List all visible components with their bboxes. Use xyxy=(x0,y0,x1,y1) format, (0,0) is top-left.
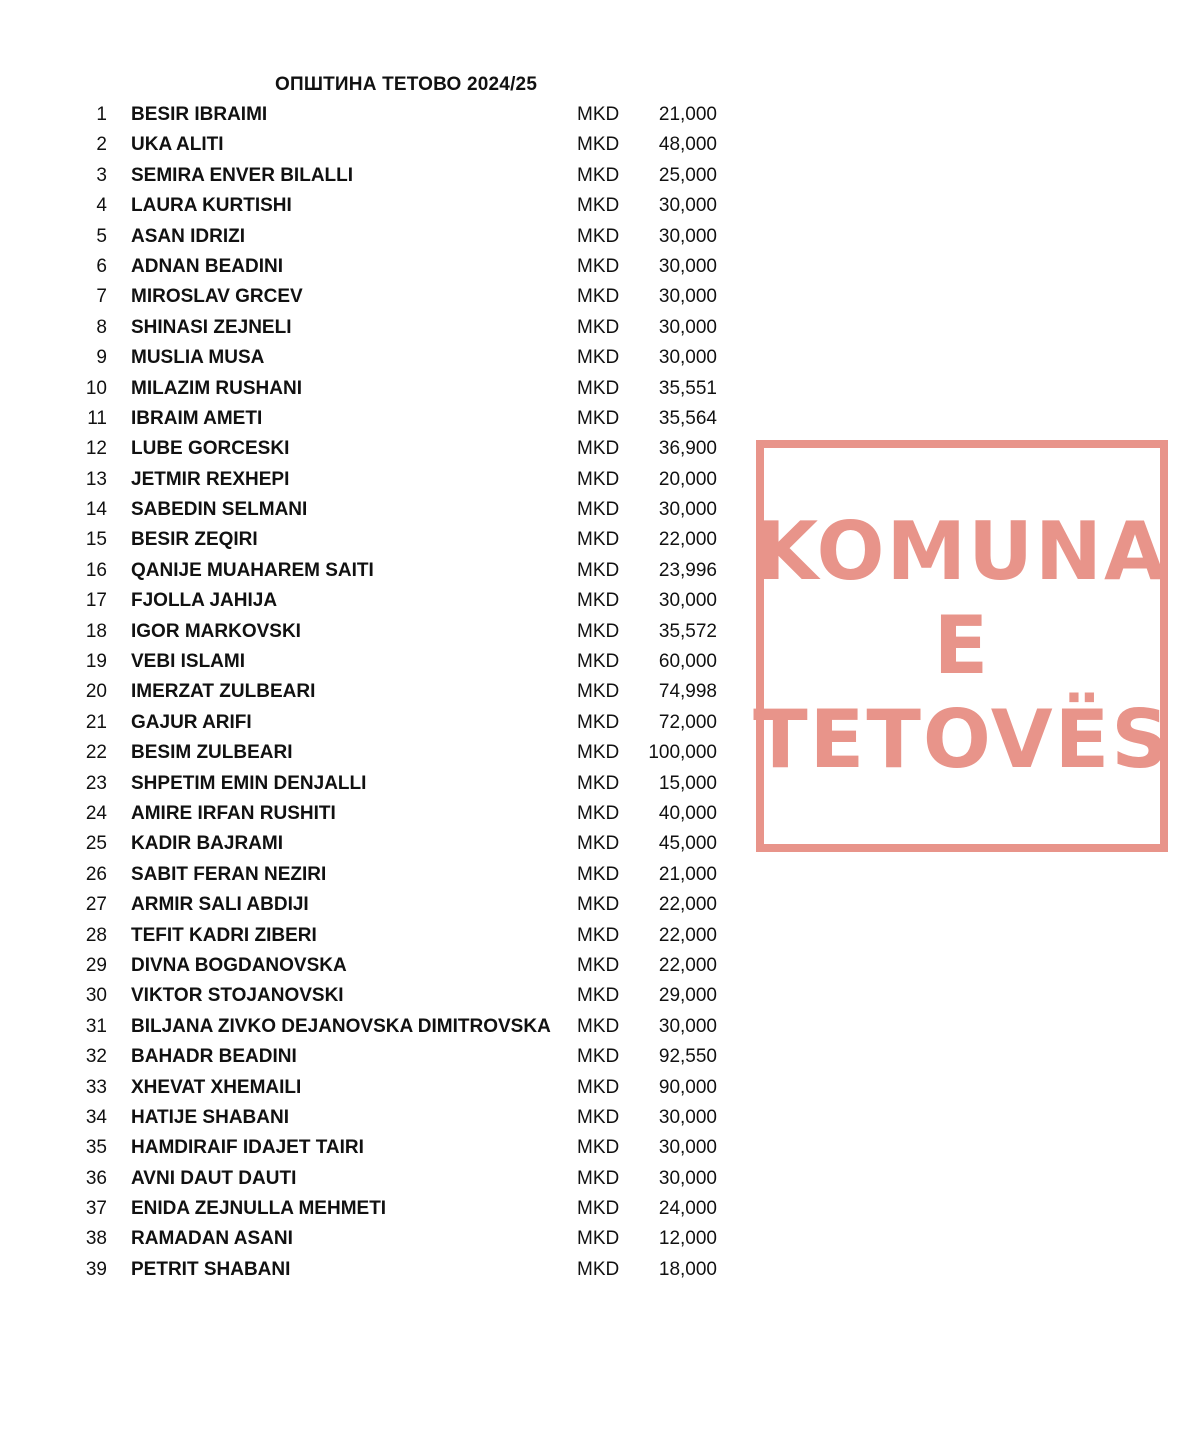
table-row xyxy=(0,1073,760,1103)
row-amount: 30,000 xyxy=(658,225,717,247)
row-amount: 30,000 xyxy=(658,1137,717,1159)
row-name: UKA ALITI xyxy=(131,134,224,156)
row-name: SEMIRA ENVER BILALLI xyxy=(131,164,354,186)
row-number: 30 xyxy=(85,985,107,1007)
row-number: 37 xyxy=(85,1198,107,1220)
table-row xyxy=(0,1133,760,1163)
row-currency: MKD xyxy=(577,1015,620,1037)
row-name: ARMIR SALI ABDIJI xyxy=(131,894,309,916)
row-name: SABIT FERAN NEZIRI xyxy=(131,863,327,885)
row-amount: 60,000 xyxy=(658,651,717,673)
row-number: 9 xyxy=(96,347,107,369)
table-row xyxy=(0,130,760,160)
table-row xyxy=(0,738,760,768)
table-row xyxy=(0,161,760,191)
row-currency: MKD xyxy=(577,894,620,916)
table-row xyxy=(0,282,760,312)
row-amount: 25,000 xyxy=(658,164,717,186)
row-amount: 30,000 xyxy=(658,1106,717,1128)
row-name: VIKTOR STOJANOVSKI xyxy=(131,985,344,1007)
row-currency: MKD xyxy=(577,225,620,247)
row-number: 5 xyxy=(96,225,107,247)
row-number: 7 xyxy=(96,286,107,308)
row-name: HAMDIRAIF IDAJET TAIRI xyxy=(131,1137,364,1159)
row-amount: 35,564 xyxy=(658,407,717,429)
table-row xyxy=(0,313,760,343)
row-number: 16 xyxy=(85,559,107,581)
row-currency: MKD xyxy=(577,742,620,764)
row-amount: 18,000 xyxy=(658,1258,717,1280)
records-table xyxy=(0,100,760,1285)
row-amount: 12,000 xyxy=(658,1228,717,1250)
row-number: 28 xyxy=(85,924,107,946)
row-number: 29 xyxy=(85,954,107,976)
row-number: 32 xyxy=(85,1046,107,1068)
row-currency: MKD xyxy=(577,255,620,277)
row-amount: 15,000 xyxy=(658,772,717,794)
row-name: BAHADR BEADINI xyxy=(131,1046,297,1068)
row-name: QANIJE MUAHAREM SAITI xyxy=(131,559,374,581)
row-number: 4 xyxy=(96,195,107,217)
table-row xyxy=(0,525,760,555)
row-name: MUSLIA MUSA xyxy=(131,347,265,369)
row-amount: 35,572 xyxy=(658,620,717,642)
row-amount: 21,000 xyxy=(658,104,717,125)
row-currency: MKD xyxy=(577,924,620,946)
row-currency: MKD xyxy=(577,164,620,186)
row-name: TEFIT KADRI ZIBERI xyxy=(131,924,317,946)
row-currency: MKD xyxy=(577,1106,620,1128)
table-row xyxy=(0,1164,760,1194)
table-row xyxy=(0,829,760,859)
row-number: 19 xyxy=(85,651,107,673)
table-row xyxy=(0,1042,760,1072)
row-currency: MKD xyxy=(577,104,620,125)
row-name: LAURA KURTISHI xyxy=(131,195,292,217)
row-number: 36 xyxy=(85,1167,107,1189)
municipality-stamp xyxy=(753,440,1171,852)
table-row xyxy=(0,404,760,434)
row-name: XHEVAT XHEMAILI xyxy=(131,1076,302,1098)
row-number: 10 xyxy=(85,377,107,399)
row-name: MILAZIM RUSHANI xyxy=(131,377,302,399)
table-row xyxy=(0,799,760,829)
table-row xyxy=(0,951,760,981)
row-name: FJOLLA JAHIJA xyxy=(131,590,278,612)
row-currency: MKD xyxy=(577,1167,620,1189)
row-name: LUBE GORCESKI xyxy=(131,438,290,460)
row-currency: MKD xyxy=(577,711,620,733)
row-amount: 72,000 xyxy=(658,711,717,733)
row-amount: 36,900 xyxy=(658,438,717,460)
row-number: 1 xyxy=(96,104,107,125)
row-amount: 90,000 xyxy=(658,1076,717,1098)
row-number: 22 xyxy=(85,742,107,764)
table-row xyxy=(0,495,760,525)
table-row xyxy=(0,860,760,890)
row-currency: MKD xyxy=(577,316,620,338)
row-amount: 35,551 xyxy=(658,377,717,399)
row-name: IBRAIM AMETI xyxy=(131,407,263,429)
table-row xyxy=(0,617,760,647)
row-amount: 30,000 xyxy=(658,499,717,521)
table-row xyxy=(0,647,760,677)
row-currency: MKD xyxy=(577,377,620,399)
row-number: 3 xyxy=(96,164,107,186)
row-number: 17 xyxy=(85,590,107,612)
row-number: 39 xyxy=(85,1258,107,1280)
table-row xyxy=(0,677,760,707)
row-currency: MKD xyxy=(577,772,620,794)
row-number: 6 xyxy=(96,255,107,277)
row-amount: 30,000 xyxy=(658,347,717,369)
row-currency: MKD xyxy=(577,438,620,460)
stamp-line-3: TETOVËS xyxy=(753,693,1171,786)
row-name: MIROSLAV GRCEV xyxy=(131,286,303,308)
row-number: 34 xyxy=(85,1106,107,1128)
table-row xyxy=(0,586,760,616)
row-currency: MKD xyxy=(577,833,620,855)
row-amount: 30,000 xyxy=(658,195,717,217)
table-row xyxy=(0,708,760,738)
row-name: ENIDA ZEJNULLA MEHMETI xyxy=(131,1198,387,1220)
table-row xyxy=(0,1103,760,1133)
row-number: 11 xyxy=(87,407,107,429)
row-name: AVNI DAUT DAUTI xyxy=(131,1167,297,1189)
row-currency: MKD xyxy=(577,590,620,612)
row-amount: 74,998 xyxy=(658,681,717,703)
row-name: HATIJE SHABANI xyxy=(131,1106,289,1128)
row-name: SHINASI ZEJNELI xyxy=(131,316,292,338)
row-number: 31 xyxy=(85,1015,107,1037)
row-amount: 48,000 xyxy=(658,134,717,156)
row-amount: 45,000 xyxy=(658,833,717,855)
row-name: AMIRE IRFAN RUSHITI xyxy=(131,802,336,824)
row-number: 27 xyxy=(85,894,107,916)
row-number: 26 xyxy=(85,863,107,885)
row-amount: 22,000 xyxy=(658,954,717,976)
row-number: 15 xyxy=(85,529,107,551)
row-amount: 24,000 xyxy=(658,1198,717,1220)
row-name: ASAN IDRIZI xyxy=(131,225,245,247)
row-name: SABEDIN SELMANI xyxy=(131,499,308,521)
row-currency: MKD xyxy=(577,954,620,976)
row-currency: MKD xyxy=(577,1137,620,1159)
row-number: 35 xyxy=(85,1137,107,1159)
row-number: 24 xyxy=(85,802,107,824)
row-name: BESIM ZULBEARI xyxy=(131,742,293,764)
row-number: 8 xyxy=(96,316,107,338)
table-row xyxy=(0,434,760,464)
table-row xyxy=(0,100,760,130)
row-number: 20 xyxy=(85,681,107,703)
row-amount: 30,000 xyxy=(658,255,717,277)
table-row xyxy=(0,252,760,282)
row-name: BESIR IBRAIMI xyxy=(131,104,268,125)
row-currency: MKD xyxy=(577,347,620,369)
row-amount: 22,000 xyxy=(658,894,717,916)
row-number: 12 xyxy=(85,438,107,460)
table-row xyxy=(0,921,760,951)
row-number: 23 xyxy=(85,772,107,794)
table-row xyxy=(0,343,760,373)
row-number: 18 xyxy=(85,620,107,642)
row-currency: MKD xyxy=(577,286,620,308)
table-row xyxy=(0,1012,760,1042)
row-currency: MKD xyxy=(577,802,620,824)
row-currency: MKD xyxy=(577,985,620,1007)
row-amount: 22,000 xyxy=(658,529,717,551)
row-name: BESIR ZEQIRI xyxy=(131,529,258,551)
row-number: 38 xyxy=(85,1228,107,1250)
row-name: IMERZAT ZULBEARI xyxy=(131,681,316,703)
row-amount: 100,000 xyxy=(648,742,717,764)
row-number: 13 xyxy=(85,468,107,490)
row-amount: 40,000 xyxy=(658,802,717,824)
table-row xyxy=(0,1224,760,1254)
row-amount: 23,996 xyxy=(658,559,717,581)
table-row xyxy=(0,374,760,404)
row-amount: 29,000 xyxy=(658,985,717,1007)
stamp-line-1: KOMUNA xyxy=(756,505,1168,598)
row-currency: MKD xyxy=(577,1258,620,1280)
row-currency: MKD xyxy=(577,681,620,703)
row-name: KADIR BAJRAMI xyxy=(131,833,283,855)
row-currency: MKD xyxy=(577,1076,620,1098)
row-name: DIVNA BOGDANOVSKA xyxy=(131,954,347,976)
row-amount: 22,000 xyxy=(658,924,717,946)
row-name: JETMIR REXHEPI xyxy=(131,468,290,490)
table-row xyxy=(0,769,760,799)
row-name: SHPETIM EMIN DENJALLI xyxy=(131,772,367,794)
row-currency: MKD xyxy=(577,529,620,551)
row-amount: 30,000 xyxy=(658,316,717,338)
document-title: ОПШТИНА ТЕТОВО 2024/25 xyxy=(275,74,538,95)
row-currency: MKD xyxy=(577,195,620,217)
row-amount: 30,000 xyxy=(658,1167,717,1189)
row-amount: 20,000 xyxy=(658,468,717,490)
row-name: GAJUR ARIFI xyxy=(131,711,252,733)
row-name: ADNAN BEADINI xyxy=(131,255,283,277)
row-number: 2 xyxy=(96,134,107,156)
row-currency: MKD xyxy=(577,499,620,521)
row-number: 25 xyxy=(85,833,107,855)
table-row xyxy=(0,465,760,495)
row-currency: MKD xyxy=(577,863,620,885)
row-amount: 30,000 xyxy=(658,286,717,308)
row-currency: MKD xyxy=(577,651,620,673)
row-name: RAMADAN ASANI xyxy=(131,1228,293,1250)
row-name: VEBI ISLAMI xyxy=(131,651,246,673)
row-currency: MKD xyxy=(577,559,620,581)
row-number: 14 xyxy=(85,499,107,521)
row-amount: 21,000 xyxy=(658,863,717,885)
row-amount: 30,000 xyxy=(658,590,717,612)
row-currency: MKD xyxy=(577,1198,620,1220)
table-row xyxy=(0,890,760,920)
table-row xyxy=(0,556,760,586)
row-name: IGOR MARKOVSKI xyxy=(131,620,301,642)
row-number: 33 xyxy=(85,1076,107,1098)
table-row xyxy=(0,1194,760,1224)
row-amount: 92,550 xyxy=(658,1046,717,1068)
row-name: PETRIT SHABANI xyxy=(131,1258,291,1280)
row-currency: MKD xyxy=(577,134,620,156)
row-name: BILJANA ZIVKO DEJANOVSKA DIMITROVSKA xyxy=(131,1015,551,1037)
row-currency: MKD xyxy=(577,1046,620,1068)
table-row xyxy=(0,222,760,252)
row-currency: MKD xyxy=(577,468,620,490)
row-currency: MKD xyxy=(577,407,620,429)
stamp-line-2: E xyxy=(933,599,991,692)
table-row xyxy=(0,191,760,221)
row-number: 21 xyxy=(85,711,107,733)
table-row xyxy=(0,1255,760,1285)
row-currency: MKD xyxy=(577,1228,620,1250)
row-amount: 30,000 xyxy=(658,1015,717,1037)
row-currency: MKD xyxy=(577,620,620,642)
table-row xyxy=(0,981,760,1011)
